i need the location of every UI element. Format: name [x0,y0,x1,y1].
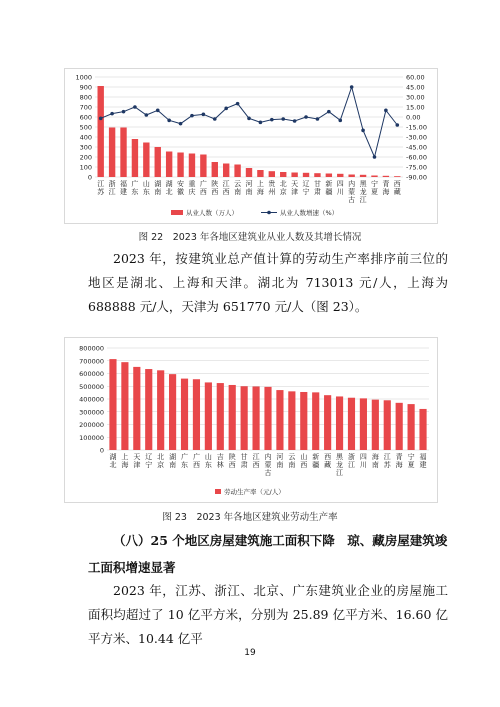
y-tick-left: 600 [79,113,92,122]
x-tick-label: 广东 [131,180,139,196]
paragraph-floor-area: 2023 年，江苏、浙江、北京、广东建筑业企业的房屋施工面积均超过了 10 亿平方米，分别为 25.89 亿平方米、16.60 亿平方米、10.44 亿平 [88,583,448,646]
legend-bar-swatch [171,210,183,215]
bar-employment [212,162,218,177]
x-tick-label: 甘肃 [313,180,321,196]
growth-point [327,110,331,114]
x-tick-label: 云南 [288,453,296,469]
bar-productivity [312,392,319,450]
x-tick-label: 湖北 [165,180,173,196]
bar-productivity [217,383,224,450]
x-tick-label: 广西 [192,453,200,469]
growth-point [202,113,206,117]
bar-productivity [276,390,283,450]
y-tick-right: 60.00 [406,73,425,82]
growth-point [133,105,137,109]
growth-point [259,121,263,125]
growth-point [156,109,160,113]
growth-point [281,117,285,121]
figure-23-chart [64,337,438,503]
growth-point [224,107,228,111]
y-tick-right: 30.00 [406,93,425,102]
figure-22-caption: 图 22 2023 年各地区建筑业从业人数及其增长情况 [138,232,362,243]
page-number: 19 [244,648,256,658]
bar-employment [98,86,104,177]
x-tick-label: 江苏 [97,180,105,196]
x-tick-label: 黑龙江 [359,180,367,204]
bar-productivity [419,409,426,450]
y-tick: 700000 [79,357,104,366]
paragraph-productivity: 2023 年，按建筑业总产值计算的劳动生产率排序前三位的地区是湖北、上海和天津。湖北为 713013 元/人，上海为 688888 元/人，天津为 651770 元/人（图 23）。 [88,251,448,314]
x-tick-label: 陕西 [228,453,236,469]
growth-point [316,117,320,121]
x-tick-label: 吉林 [216,453,224,469]
x-tick-label: 海南 [371,453,379,469]
bar-productivity [229,385,236,450]
x-tick-label: 辽宁 [302,180,310,196]
bar-productivity [348,398,355,450]
x-tick-label: 江苏 [383,453,391,469]
bar-employment [155,147,161,177]
bar-productivity [181,379,188,450]
bar-productivity [193,379,200,450]
bar-employment [132,139,138,177]
section-heading: （八）25 个地区房屋建筑施工面积下降 琼、藏房屋建筑竣工面积增速显著 [88,533,448,575]
x-tick-label: 浙江 [108,180,116,196]
bar-productivity [133,367,140,450]
growth-point [179,122,183,126]
bar-employment [257,170,263,177]
y-tick-right: -15.00 [406,123,427,132]
bar-employment [189,154,195,178]
growth-point [384,109,388,113]
bar-employment [120,128,126,178]
bar-productivity [324,395,331,450]
x-tick-label: 西藏 [393,180,401,196]
x-tick-label: 云南 [234,180,242,196]
bar-employment [326,174,332,178]
y-tick: 100000 [79,433,104,442]
legend-line-label: 从业人数增速（%） [280,209,339,217]
growth-point [395,123,399,127]
bar-productivity [372,400,379,450]
y-tick: 500000 [79,382,104,391]
x-tick-label: 浙江 [347,453,355,469]
x-tick-label: 宁夏 [407,453,415,469]
bar-productivity [252,387,259,450]
x-tick-label: 湖北 [109,453,117,469]
x-tick-label: 青海 [382,180,390,196]
x-tick-label: 湖南 [154,180,162,196]
bar-employment [303,173,309,177]
bar-employment [280,172,286,177]
y-tick-right: 15.00 [406,103,425,112]
y-tick: 400000 [79,395,104,404]
x-tick-label: 天津 [291,180,299,196]
y-tick-right: 45.00 [406,83,425,92]
x-tick-label: 甘肃 [240,453,248,469]
growth-point [110,112,114,116]
bar-employment [383,176,389,177]
growth-point [122,110,126,114]
y-tick-left: 700 [79,103,92,112]
x-tick-label: 辽宁 [145,453,153,469]
x-tick-label: 上海 [121,453,129,469]
growth-point [213,117,217,121]
growth-point [190,114,194,118]
growth-point [293,119,297,123]
y-tick: 200000 [79,421,104,429]
bar-productivity [300,392,307,450]
legend-bar-label: 从业人数（万人） [186,209,238,217]
bar-employment [234,165,240,178]
x-tick-label: 新疆 [325,180,333,196]
bar-employment [143,143,149,178]
bar-productivity [384,400,391,450]
growth-point [338,119,342,123]
x-tick-label: 广西 [199,180,207,196]
bar-employment [291,173,297,178]
y-tick-left: 100 [79,163,92,172]
x-tick-label: 四川 [359,453,367,469]
bar-employment [246,168,252,177]
legend-bar-label: 劳动生产率（元/人） [224,488,285,496]
growth-point [270,118,274,122]
bar-productivity [408,404,415,450]
bar-productivity [145,369,152,450]
bar-productivity [336,396,343,450]
x-tick-label: 北京 [157,453,165,469]
y-tick-right: -90.00 [406,173,427,182]
y-tick-left: 800 [79,93,92,102]
y-tick-right: -60.00 [406,153,427,162]
growth-point [361,129,365,133]
y-tick-left: 400 [79,133,92,142]
x-tick-label: 重庆 [188,180,196,196]
y-tick-left: 300 [79,143,92,152]
bar-employment [269,171,275,177]
x-tick-label: 福建 [120,180,128,196]
growth-point [167,119,171,123]
x-tick-label: 安徽 [177,180,185,196]
bar-productivity [205,382,212,450]
bar-employment [348,175,354,178]
x-tick-label: 上海 [256,180,264,196]
bar-productivity [169,374,176,450]
x-tick-label: 新疆 [312,453,320,469]
x-tick-label: 黑龙江 [336,453,344,477]
y-tick: 800000 [79,344,104,353]
x-tick-label: 福建 [419,453,427,469]
y-tick-left: 500 [79,123,92,132]
y-tick: 300000 [79,408,104,417]
bar-productivity [264,387,271,450]
x-tick-label: 天津 [133,453,141,469]
bar-employment [394,176,400,177]
x-tick-label: 河南 [276,453,284,469]
growth-point [99,117,103,121]
y-tick-right: -45.00 [406,143,427,152]
y-tick-left: 0 [87,173,92,182]
x-tick-label: 北京 [279,180,287,196]
bar-productivity [157,370,164,450]
legend-line-marker [267,211,271,215]
bar-employment [177,153,183,178]
growth-point [304,115,308,119]
x-tick-label: 四川 [336,180,344,196]
bar-employment [223,164,229,178]
growth-point [145,113,149,117]
productivity-chart-svg [65,338,437,502]
growth-point [247,117,251,121]
x-tick-label: 内蒙古 [264,453,272,477]
x-tick-label: 山东 [204,453,212,469]
y-tick-left: 1000 [75,73,92,82]
y-tick: 0 [99,446,104,455]
x-tick-label: 江西 [222,180,230,196]
x-tick-label: 湖南 [169,453,177,469]
y-tick-left: 200 [79,153,92,162]
bar-productivity [288,391,295,450]
bar-employment [200,155,206,178]
bar-employment [109,128,115,178]
bar-employment [166,152,172,178]
growth-point [350,85,354,89]
figure-23-caption: 图 23 2023 年各地区建筑业劳动生产率 [162,512,338,523]
x-tick-label: 陕西 [211,180,219,196]
y-tick: 600000 [79,370,104,378]
growth-point [236,102,240,106]
legend-bar-swatch [215,489,221,494]
x-tick-label: 青海 [395,453,403,469]
x-tick-label: 山东 [142,180,150,196]
x-tick-label: 河南 [245,180,253,196]
y-tick-left: 900 [79,83,92,92]
bar-productivity [360,398,367,450]
x-tick-label: 广东 [181,453,189,469]
x-tick-label: 江西 [252,453,260,469]
figure-22-chart [64,68,438,224]
bar-employment [360,175,366,177]
bar-productivity [396,403,403,450]
y-tick-right: 0.00 [406,113,421,122]
bar-employment [371,176,377,178]
x-tick-label: 内蒙古 [348,180,356,204]
y-tick-right: -75.00 [406,163,427,172]
x-tick-label: 西藏 [324,453,332,469]
x-tick-label: 山西 [300,453,308,469]
growth-point [373,155,377,159]
bar-employment [314,173,320,177]
bar-productivity [241,386,248,450]
bar-productivity [109,359,116,450]
bar-productivity [121,362,128,450]
y-tick-right: -30.00 [406,133,427,142]
employment-chart-svg [65,69,437,223]
bar-employment [337,174,343,177]
x-tick-label: 贵州 [268,180,276,196]
x-tick-label: 宁夏 [370,180,378,196]
